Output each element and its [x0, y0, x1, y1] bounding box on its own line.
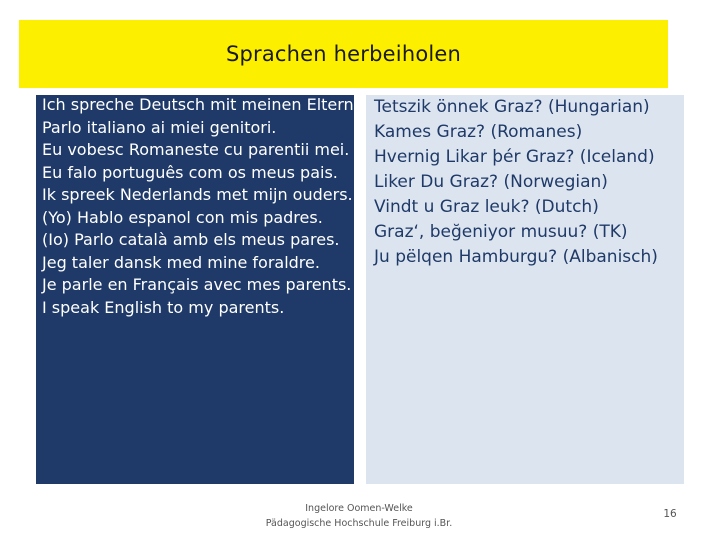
- left-sentence: Eu falo português com os meus pais.: [42, 162, 338, 182]
- right-sentence: Tetszik önnek Graz? (Hungarian): [374, 97, 650, 117]
- right-sentence: Vindt u Graz leuk? (Dutch): [374, 197, 599, 217]
- footer: [244, 501, 474, 531]
- footer-author: Ingelore Oomen-Welke: [305, 503, 413, 514]
- footer-institution: Pädagogische Hochschule Freiburg i.Br.: [265, 518, 453, 529]
- right-sentence-list: [374, 95, 684, 270]
- right-sentence: Graz‘, beğeniyor musuu? (TK): [374, 222, 628, 242]
- left-sentence: Ik spreek Nederlands met mijn ouders.: [42, 185, 353, 204]
- left-panel: [36, 95, 354, 484]
- right-sentence: Hvernig Likar þér Graz? (Iceland): [374, 147, 655, 167]
- left-sentence: I speak English to my parents.: [42, 297, 285, 317]
- right-panel: [366, 95, 684, 484]
- left-sentence: (Io) Parlo català amb els meus pares.: [42, 230, 340, 249]
- page-number: 16: [663, 508, 677, 520]
- left-sentence-list: [42, 95, 354, 317]
- left-sentence: Je parle en Français avec mes parents.: [42, 275, 352, 294]
- left-sentence: Eu vobesc Romaneste cu parentii mei.: [42, 140, 350, 159]
- left-sentence: Jeg taler dansk med mine foraldre.: [42, 252, 320, 272]
- left-sentence: (Yo) Hablo espanol con mis padres.: [42, 207, 323, 227]
- left-sentence: Parlo italiano ai miei genitori.: [42, 117, 277, 137]
- right-sentence: Kames Graz? (Romanes): [374, 122, 583, 142]
- slide-title: Sprachen herbeiholen: [225, 42, 462, 66]
- title-bar: [19, 20, 668, 88]
- left-sentence: Ich spreche Deutsch mit meinen Eltern: [42, 95, 354, 114]
- right-sentence: Ju pëlqen Hamburgu? (Albanisch): [374, 247, 658, 267]
- right-sentence: Liker Du Graz? (Norwegian): [374, 172, 608, 192]
